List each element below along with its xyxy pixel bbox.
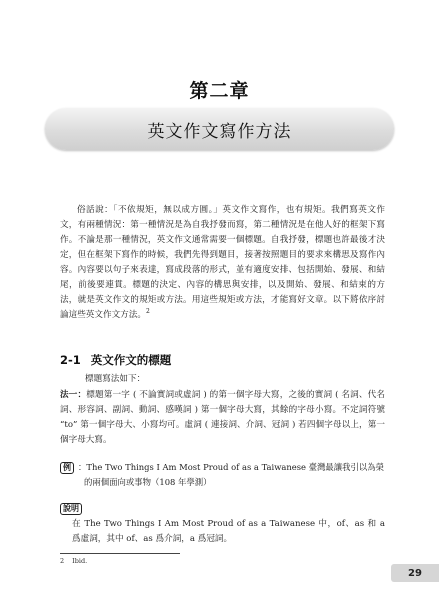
note-text: 在 The Two Things I Am Most Proud of as a Taiwanese 中，of、as 和 a 爲虛詞，其中 of、as 爲介詞，a 爲冠詞。 [72,519,385,544]
method-one-text: 標題第一字 ( 不論實詞或虛詞 ) 的第一個字母大寫，之後的實詞 ( 名詞、代名詞、形容詞、副詞、動詞、感嘆詞 ) 第一個字母大寫，其餘的字母小寫。不定詞符號 “to” 第一個字母大、小寫均可。虛詞 ( 連接詞、介詞、冠詞 ) 若四個字母以上，第一個字母大寫。 [60,390,385,445]
section-number: 2-1 [60,353,81,367]
chapter-title: 英文作文寫作方法 [147,121,292,142]
footnote-divider [60,553,180,554]
footnote-mark: 2 [60,557,65,565]
rules-intro: 標題寫法如下： [85,374,146,384]
chapter-title-banner [45,108,394,150]
footnote [60,557,260,565]
intro-paragraph-text: 俗話說：「不依規矩，無以成方圓。」英文作文寫作，也有規矩。我們寫英文作文，有兩種情況：第一種情況是為自我抒發而寫，第二種情況是在他人好的框架下寫作。不論是那一種情況，英文作文通常需要一個標題。自我抒發，標題也許最後才決定，但在框架下寫作的時候，我們先得到題目，接著按照題目的要求來構思及寫作內容。內容要以句子來表達，寫成段落的形式，並有適度安排、包括開始、發展、和結尾，前後要連貫。標題的決定、內容的構思與安排，以及開始、發展、和結束的方法，就是英文作文的規矩或方法。用這些規矩或方法，才能寫好文章。以下將依序討論這些英文作文方法。 [60,205,385,320]
page-number: 29 [391,564,439,582]
section-heading [60,352,385,368]
method-one-label: 法一： [60,390,87,400]
note-badge: 說明 [60,503,82,515]
example-line [60,460,385,490]
footnote-text: Ibid. [72,557,88,565]
intro-paragraph [60,203,385,323]
chapter-label: 第二章 [189,80,250,102]
example-sentence: ：The Two Things I Am Most Proud of as a Taiwanese 臺灣最讓我引以為榮的兩個面向或事物（108 年學測） [78,462,384,487]
example-badge: 例 [60,462,74,474]
section-title: 英文作文的標題 [90,353,172,367]
note-block [60,496,385,547]
footnote-reference: 2 [145,308,150,316]
method-one-paragraph [60,388,385,448]
example-block [60,460,385,490]
